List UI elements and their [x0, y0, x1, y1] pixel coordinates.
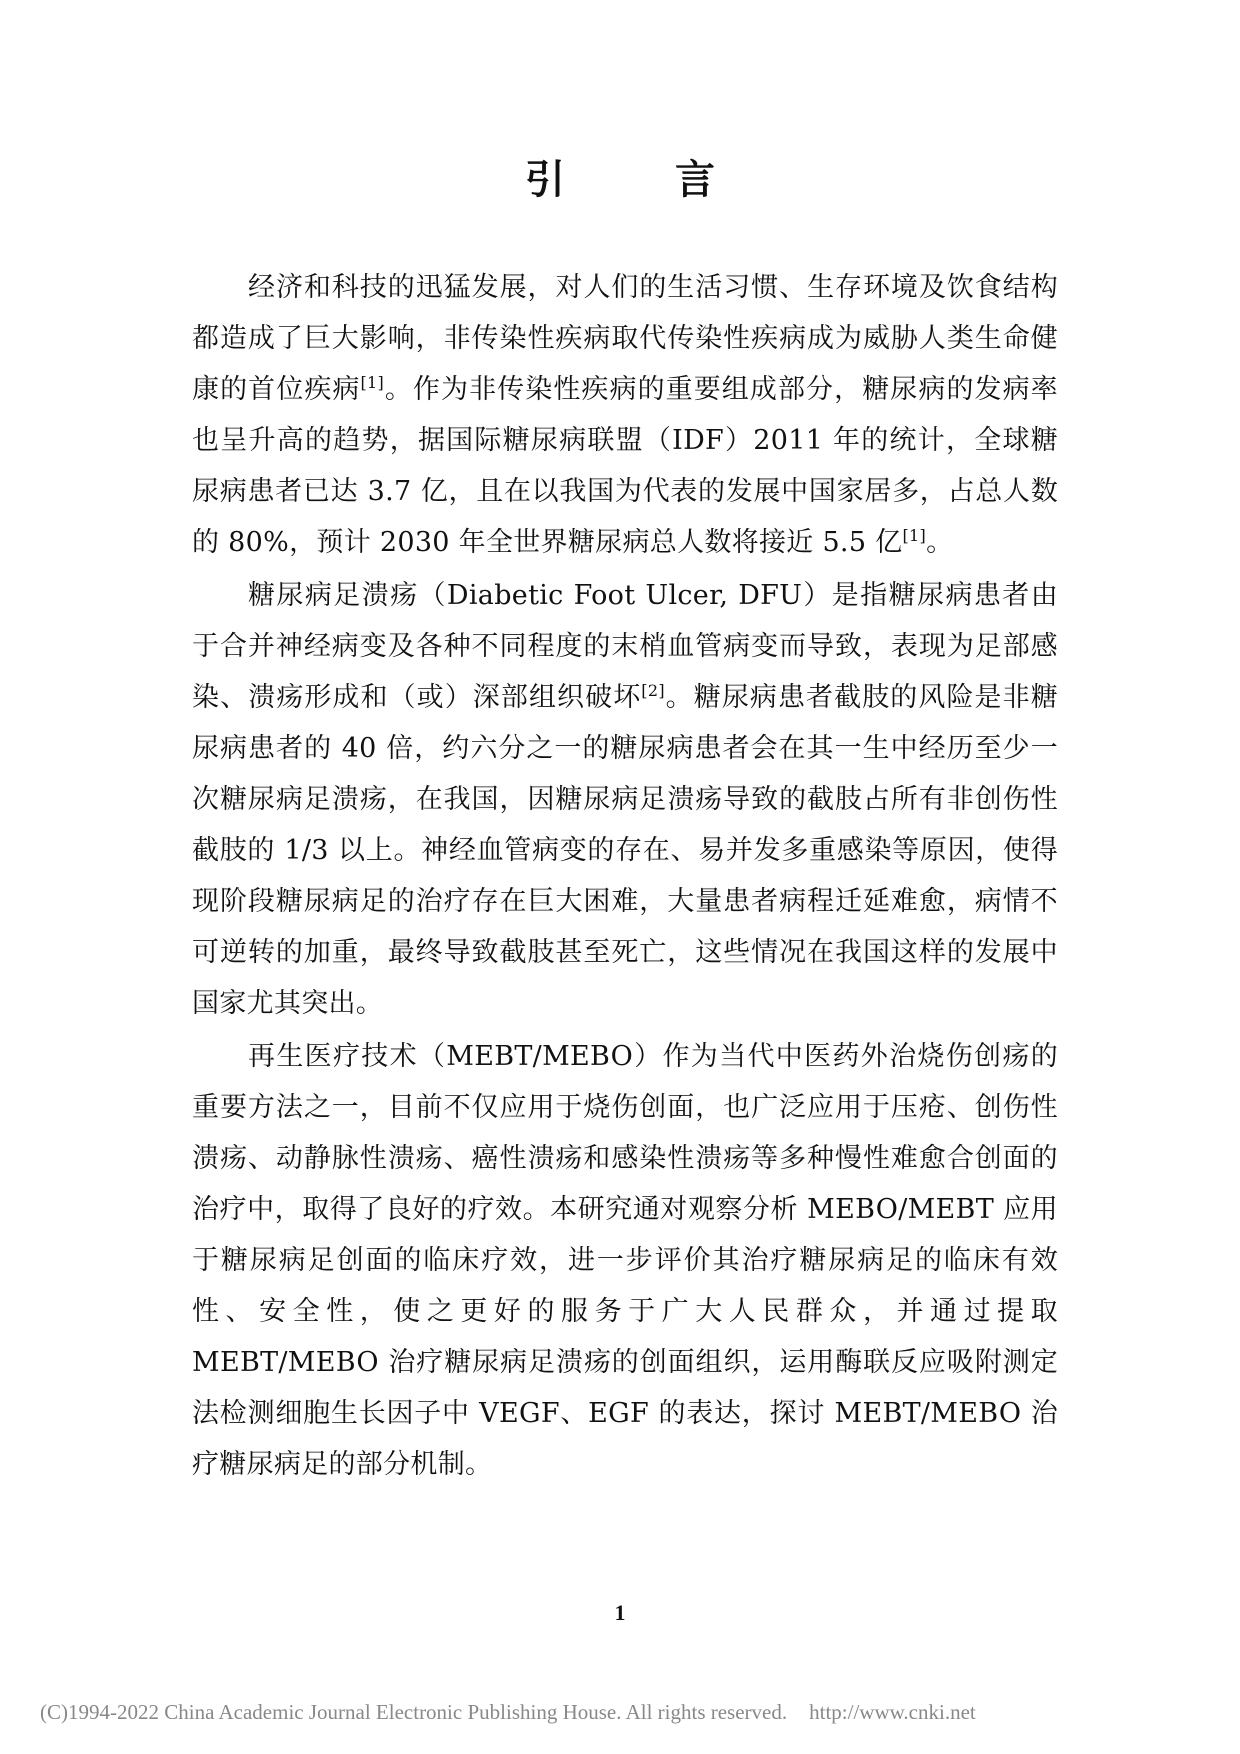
- paragraph-text: 糖尿病足溃疡（Diabetic Foot Ulcer, DFU）是指糖尿病患者由于合并神经病变及各种不同程度的末梢血管病变而导致，表现为足部感染、溃疡形成和（或）深部组织破坏: [192, 580, 1058, 713]
- citation-ref: [2]: [641, 681, 665, 700]
- copyright-text: (C)1994-2022 China Academic Journal Electronic Publishing House. All rights reserved.: [40, 1700, 788, 1724]
- paragraph-text: 再生医疗技术（MEBT/MEBO）作为当代中医药外治烧伤创疡的重要方法之一，目前不仅应用于烧伤创面，也广泛应用于压疮、创伤性溃疡、动静脉性溃疡、癌性溃疡和感染性溃疡等多种慢性难愈合创面的治疗中，取得了良好的疗效。本研究通对观察分析 MEBO/MEBT 应用于糖尿病足创面的临床疗效，进一步评价其治疗糖尿病足的临床有效性、安全性，使之更好的服务于广大人民群众，并通过提取 MEBT/MEBO 治疗糖尿病足溃疡的创面组织，运用酶联反应吸附测定法检测细胞生长因子中 VEGF、EGF 的表达，探讨 MEBT/MEBO 治疗糖尿病足的部分机制。: [192, 1041, 1058, 1480]
- paragraph-3: [192, 1031, 1058, 1490]
- page-title: 引 言: [525, 156, 763, 203]
- paragraph-text: 经济和科技的迅猛发展，对人们的生活习惯、生存环境及饮食结构都造成了巨大影响，非传染性疾病取代传染性疾病成为威胁人类生命健康的首位疾病: [192, 272, 1058, 405]
- paragraph-text: 。: [926, 527, 954, 558]
- footer-url[interactable]: http://www.cnki.net: [809, 1700, 976, 1724]
- citation-ref: [1]: [902, 526, 927, 545]
- copyright-footer: [40, 1700, 1220, 1725]
- body-text: [192, 262, 1058, 1490]
- citation-ref: [1]: [360, 373, 385, 392]
- paragraph-text: 。糖尿病患者截肢的风险是非糖尿病患者的 40 倍，约六分之一的糖尿病患者会在其一生中经历至少一次糖尿病足溃疡，在我国，因糖尿病足溃疡导致的截肢占所有非创伤性截肢的 1/3 以上。神经血管病变的存在、易并发多重感染等原因，使得现阶段糖尿病足的治疗存在巨大困难，大量患者病程迁延难愈，病情不可逆转的加重，最终导致截肢甚至死亡，这些情况在我国这样的发展中国家尤其突出。: [192, 682, 1058, 1019]
- page-number: 1: [614, 1600, 626, 1625]
- paragraph-1: [192, 262, 1058, 568]
- paragraph-2: [192, 570, 1058, 1029]
- paragraph-text: 。作为非传染性疾病的重要组成部分，糖尿病的发病率也呈升高的趋势，据国际糖尿病联盟（IDF）2011 年的统计，全球糖尿病患者已达 3.7 亿，且在以我国为代表的发展中国家居多，占总人数的 80%，预计 2030 年全世界糖尿病总人数将接近 5.5 亿: [192, 374, 1058, 558]
